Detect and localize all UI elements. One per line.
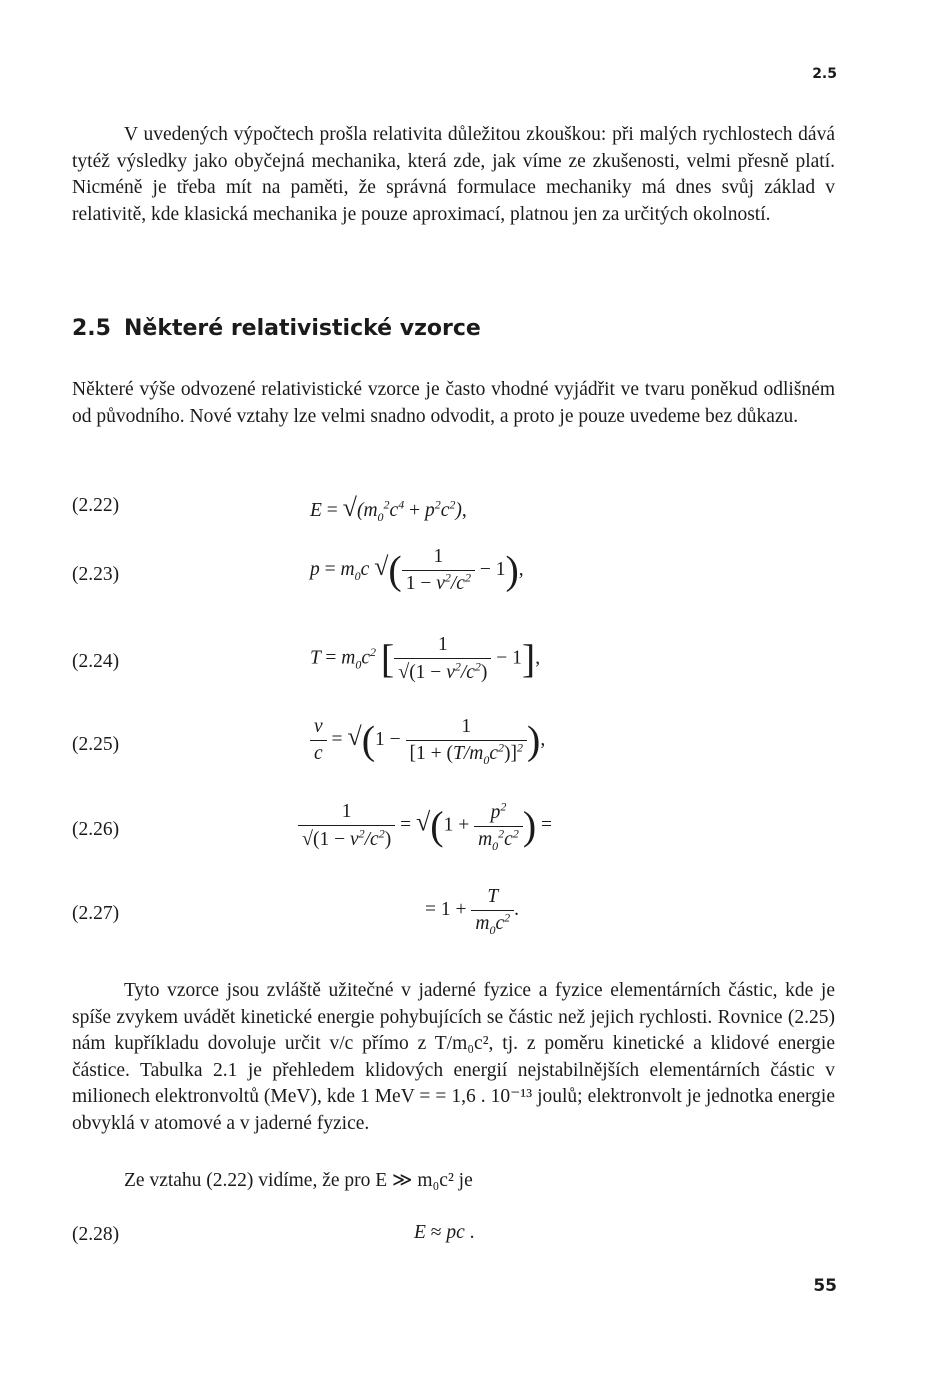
equation-label: (2.24) [72,651,120,672]
equation-label: (2.25) [72,734,120,755]
explanation-paragraph [72,978,835,1137]
equation-label: (2.28) [72,1224,120,1245]
equation-2-23: $p = m_0c$ √( $\frac{1}{1 - v^2/c^2}$ − 1), [310,546,524,594]
intro-paragraph-text: V uvedených výpočtech prošla relativita důležitou zkouškou: při malých rychlostech dává tytéž výsledky jako obyčejná mechanika, která zde, jak víme ze zkušenosti, velmi přesně platí. Nicméně je třeba mít na paměti, že správná formulace mechaniky má dnes svůj základ v relativitě, kde klasická mechanika je pouze aproximací, platnou jen za určitých okolností. [72,124,835,225]
equation-2-26: $\frac{1}{√(1 - v^2/c^2)}$ = √(1 + $\frac{p^2}{m_0^2c^2}$ ) = [298,801,552,851]
equation-2-25: $\frac{v}{c}$ = √(1 − $\frac{1}{[1 + (T/m_0c^2)]^2}$ ), [310,716,545,765]
section-intro-paragraph: Některé výše odvozené relativistické vzorce je často vhodné vyjádřit ve tvaru poněkud odlišném od původního. Nové vztahy lze velmi snadno odvodit, a proto je pouze uvedeme bez důkazu. [72,379,835,427]
condition-paragraph-text: Ze vztahu (2.22) vidíme, že pro E ≫ m₀c² je [124,1170,473,1191]
equation-label: (2.22) [72,495,120,516]
explanation-paragraph-text: Tyto vzorce jsou zvláště užitečné v jaderné fyzice a fyzice elementárních částic, kde je spíše zvykem uvádět kinetické energie pohybujících se částic než jejich rychlosti. Rovnice (2.25) nám kupříkladu dovoluje určit v/c přímo z T/m₀c², tj. z poměru kinetické a klidové energie částice. Tabulka 2.1 je přehledem klidových energií nejstabilnějších elementárních částic v milionech elektronvoltů (MeV), kde 1 MeV = = 1,6 . 10⁻¹³ joulů; elektronvolt je jednotka energie obvyklá v atomové a v jaderné fyzice. [72,980,835,1134]
section-number: 2.5 [72,316,111,341]
equation-2-27: = 1 + $\frac{T}{m_0c^2}$ . [425,886,519,937]
intro-paragraph [72,122,835,228]
page-number: 55 [813,1276,837,1296]
equation-label: (2.27) [72,903,120,924]
equation-2-22: $E = √(m_0^2c^4 + p^2c^2)$, [310,493,467,524]
condition-paragraph [72,1168,835,1195]
section-title: Některé relativistické vzorce [124,316,481,341]
equation-2-24: $T = m_0c^2$ [ $\frac{1}{√(1 - v^2/c^2)}$ − 1], [310,634,541,683]
equation-label: (2.26) [72,819,120,840]
section-heading [72,316,481,341]
equation-label: (2.23) [72,564,120,585]
equation-2-28: E ≈ pc . [414,1222,475,1243]
running-header-section: 2.5 [812,66,837,82]
